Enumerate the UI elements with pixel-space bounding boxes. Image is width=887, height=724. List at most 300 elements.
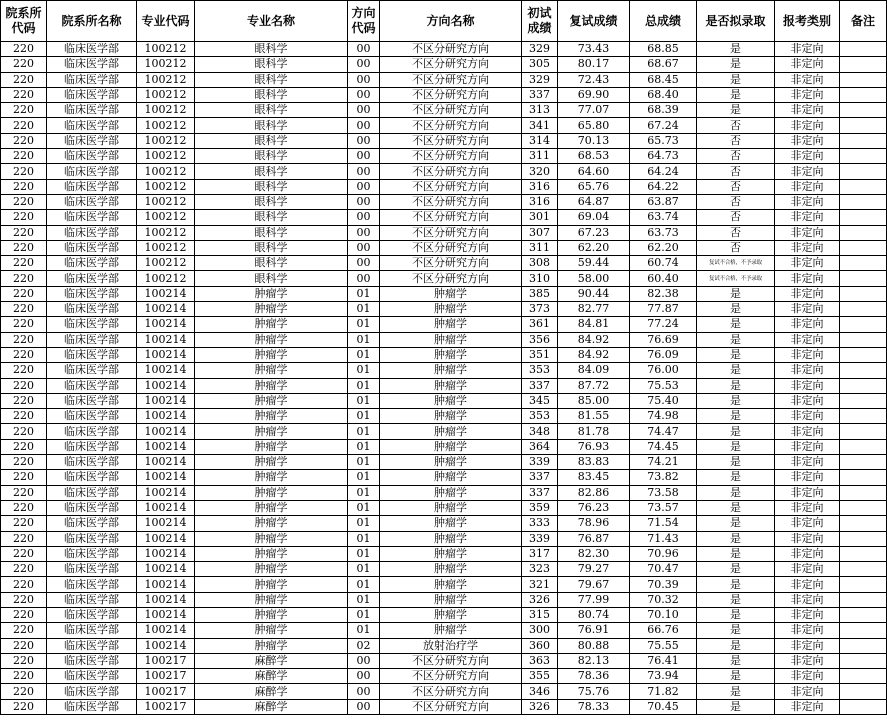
- cell-dept-name: 临床医学部: [47, 653, 137, 668]
- cell-major-code: 100214: [137, 347, 195, 362]
- cell-retest-score: 87.72: [558, 378, 630, 393]
- cell-total-score: 70.47: [630, 562, 697, 577]
- cell-major-code: 100214: [137, 424, 195, 439]
- cell-direction-code: 00: [348, 103, 380, 118]
- cell-admitted: 是: [697, 332, 775, 347]
- cell-remarks: [840, 317, 887, 332]
- cell-direction-code: 01: [348, 623, 380, 638]
- cell-dept-name: 临床医学部: [47, 179, 137, 194]
- cell-category: 非定向: [775, 57, 840, 72]
- cell-major-code: 100214: [137, 455, 195, 470]
- cell-category: 非定向: [775, 439, 840, 454]
- cell-dept-code: 220: [1, 577, 47, 592]
- cell-retest-score: 58.00: [558, 271, 630, 286]
- cell-dept-code: 220: [1, 57, 47, 72]
- table-row: [1, 424, 887, 439]
- cell-dept-name: 临床医学部: [47, 87, 137, 102]
- cell-major-name: 肿瘤学: [195, 332, 348, 347]
- cell-major-code: 100214: [137, 562, 195, 577]
- cell-total-score: 63.73: [630, 225, 697, 240]
- table-row: [1, 500, 887, 515]
- cell-dept-name: 临床医学部: [47, 103, 137, 118]
- cell-major-name: 眼科学: [195, 240, 348, 255]
- cell-category: 非定向: [775, 103, 840, 118]
- cell-category: 非定向: [775, 302, 840, 317]
- cell-remarks: [840, 684, 887, 699]
- cell-major-code: 100214: [137, 302, 195, 317]
- cell-initial-score: 329: [522, 42, 558, 57]
- cell-major-name: 眼科学: [195, 210, 348, 225]
- cell-major-code: 100214: [137, 485, 195, 500]
- cell-category: 非定向: [775, 699, 840, 714]
- cell-remarks: [840, 179, 887, 194]
- cell-total-score: 63.87: [630, 194, 697, 209]
- cell-dept-name: 临床医学部: [47, 57, 137, 72]
- cell-initial-score: 361: [522, 317, 558, 332]
- cell-direction-code: 01: [348, 546, 380, 561]
- table-row: [1, 393, 887, 408]
- cell-retest-score: 67.23: [558, 225, 630, 240]
- cell-admitted: 复试不合格，不予录取: [697, 271, 775, 286]
- cell-admitted: 是: [697, 57, 775, 72]
- table-row: [1, 57, 887, 72]
- cell-direction-code: 00: [348, 240, 380, 255]
- cell-direction-name: 肿瘤学: [380, 623, 522, 638]
- cell-dept-name: 临床医学部: [47, 439, 137, 454]
- cell-initial-score: 321: [522, 577, 558, 592]
- cell-category: 非定向: [775, 118, 840, 133]
- cell-retest-score: 78.96: [558, 516, 630, 531]
- cell-retest-score: 90.44: [558, 286, 630, 301]
- cell-direction-code: 01: [348, 347, 380, 362]
- table-row: [1, 118, 887, 133]
- cell-admitted: 是: [697, 531, 775, 546]
- cell-initial-score: 300: [522, 623, 558, 638]
- cell-direction-name: 不区分研究方向: [380, 256, 522, 271]
- cell-dept-code: 220: [1, 240, 47, 255]
- cell-major-code: 100214: [137, 638, 195, 653]
- cell-dept-code: 220: [1, 638, 47, 653]
- cell-total-score: 74.98: [630, 409, 697, 424]
- cell-major-name: 肿瘤学: [195, 363, 348, 378]
- cell-direction-code: 00: [348, 194, 380, 209]
- cell-dept-name: 临床医学部: [47, 623, 137, 638]
- cell-retest-score: 82.86: [558, 485, 630, 500]
- cell-direction-name: 不区分研究方向: [380, 149, 522, 164]
- cell-major-code: 100212: [137, 42, 195, 57]
- cell-dept-code: 220: [1, 439, 47, 454]
- cell-initial-score: 373: [522, 302, 558, 317]
- cell-major-code: 100217: [137, 653, 195, 668]
- cell-retest-score: 85.00: [558, 393, 630, 408]
- cell-retest-score: 69.90: [558, 87, 630, 102]
- table-row: [1, 455, 887, 470]
- cell-retest-score: 73.43: [558, 42, 630, 57]
- cell-dept-name: 临床医学部: [47, 500, 137, 515]
- cell-total-score: 73.57: [630, 500, 697, 515]
- table-row: [1, 72, 887, 87]
- cell-major-name: 麻醉学: [195, 699, 348, 714]
- cell-dept-code: 220: [1, 103, 47, 118]
- cell-direction-name: 不区分研究方向: [380, 72, 522, 87]
- cell-remarks: [840, 409, 887, 424]
- cell-dept-code: 220: [1, 531, 47, 546]
- cell-retest-score: 76.87: [558, 531, 630, 546]
- cell-major-name: 眼科学: [195, 72, 348, 87]
- cell-major-name: 肿瘤学: [195, 531, 348, 546]
- cell-total-score: 76.41: [630, 653, 697, 668]
- cell-initial-score: 308: [522, 256, 558, 271]
- header-direction-name: 方向名称: [380, 1, 522, 42]
- cell-dept-name: 临床医学部: [47, 317, 137, 332]
- cell-direction-name: 肿瘤学: [380, 424, 522, 439]
- cell-total-score: 62.20: [630, 240, 697, 255]
- cell-retest-score: 78.36: [558, 669, 630, 684]
- cell-major-name: 肿瘤学: [195, 592, 348, 607]
- cell-dept-code: 220: [1, 317, 47, 332]
- cell-admitted: 否: [697, 179, 775, 194]
- cell-major-code: 100214: [137, 546, 195, 561]
- cell-direction-name: 肿瘤学: [380, 607, 522, 622]
- table-row: [1, 669, 887, 684]
- cell-major-code: 100214: [137, 317, 195, 332]
- cell-retest-score: 82.30: [558, 546, 630, 561]
- cell-remarks: [840, 424, 887, 439]
- cell-category: 非定向: [775, 194, 840, 209]
- cell-major-name: 肿瘤学: [195, 393, 348, 408]
- table-row: [1, 194, 887, 209]
- cell-dept-name: 临床医学部: [47, 455, 137, 470]
- cell-major-code: 100212: [137, 103, 195, 118]
- cell-total-score: 67.24: [630, 118, 697, 133]
- cell-initial-score: 307: [522, 225, 558, 240]
- cell-major-code: 100212: [137, 179, 195, 194]
- cell-dept-name: 临床医学部: [47, 378, 137, 393]
- cell-direction-name: 不区分研究方向: [380, 653, 522, 668]
- cell-major-name: 肿瘤学: [195, 607, 348, 622]
- cell-initial-score: 329: [522, 72, 558, 87]
- cell-direction-code: 00: [348, 684, 380, 699]
- cell-remarks: [840, 133, 887, 148]
- table-row: [1, 638, 887, 653]
- cell-dept-code: 220: [1, 194, 47, 209]
- cell-major-name: 肿瘤学: [195, 470, 348, 485]
- cell-retest-score: 83.45: [558, 470, 630, 485]
- cell-direction-code: 01: [348, 577, 380, 592]
- cell-direction-code: 02: [348, 638, 380, 653]
- cell-direction-name: 肿瘤学: [380, 317, 522, 332]
- cell-category: 非定向: [775, 500, 840, 515]
- cell-major-name: 肿瘤学: [195, 500, 348, 515]
- cell-initial-score: 348: [522, 424, 558, 439]
- cell-admitted: 是: [697, 516, 775, 531]
- table-row: [1, 684, 887, 699]
- cell-remarks: [840, 164, 887, 179]
- cell-dept-name: 临床医学部: [47, 470, 137, 485]
- cell-initial-score: 356: [522, 332, 558, 347]
- cell-direction-code: 00: [348, 149, 380, 164]
- cell-major-code: 100214: [137, 516, 195, 531]
- cell-major-code: 100212: [137, 271, 195, 286]
- cell-total-score: 75.55: [630, 638, 697, 653]
- cell-direction-code: 00: [348, 225, 380, 240]
- cell-dept-name: 临床医学部: [47, 194, 137, 209]
- cell-major-name: 肿瘤学: [195, 638, 348, 653]
- cell-admitted: 是: [697, 546, 775, 561]
- cell-admitted: 是: [697, 378, 775, 393]
- cell-major-code: 100214: [137, 592, 195, 607]
- cell-dept-name: 临床医学部: [47, 531, 137, 546]
- cell-direction-name: 不区分研究方向: [380, 179, 522, 194]
- cell-remarks: [840, 347, 887, 362]
- cell-initial-score: 315: [522, 607, 558, 622]
- cell-major-code: 100212: [137, 87, 195, 102]
- cell-direction-name: 放射治疗学: [380, 638, 522, 653]
- cell-retest-score: 79.67: [558, 577, 630, 592]
- cell-direction-code: 01: [348, 562, 380, 577]
- cell-admitted: 是: [697, 684, 775, 699]
- cell-dept-code: 220: [1, 363, 47, 378]
- table-row: [1, 317, 887, 332]
- cell-initial-score: 305: [522, 57, 558, 72]
- cell-category: 非定向: [775, 684, 840, 699]
- table-row: [1, 546, 887, 561]
- cell-initial-score: 317: [522, 546, 558, 561]
- cell-retest-score: 76.93: [558, 439, 630, 454]
- cell-remarks: [840, 103, 887, 118]
- cell-direction-name: 不区分研究方向: [380, 210, 522, 225]
- cell-remarks: [840, 439, 887, 454]
- table-row: [1, 103, 887, 118]
- cell-direction-code: 01: [348, 439, 380, 454]
- cell-initial-score: 363: [522, 653, 558, 668]
- cell-direction-name: 肿瘤学: [380, 516, 522, 531]
- cell-direction-code: 01: [348, 302, 380, 317]
- cell-total-score: 74.47: [630, 424, 697, 439]
- table-row: [1, 87, 887, 102]
- cell-major-name: 眼科学: [195, 118, 348, 133]
- cell-category: 非定向: [775, 179, 840, 194]
- cell-direction-code: 01: [348, 286, 380, 301]
- cell-retest-score: 82.77: [558, 302, 630, 317]
- cell-direction-name: 不区分研究方向: [380, 103, 522, 118]
- cell-admitted: 是: [697, 42, 775, 57]
- cell-direction-name: 不区分研究方向: [380, 271, 522, 286]
- header-category: 报考类别: [775, 1, 840, 42]
- cell-dept-name: 临床医学部: [47, 546, 137, 561]
- cell-direction-name: 不区分研究方向: [380, 118, 522, 133]
- cell-total-score: 74.45: [630, 439, 697, 454]
- cell-major-code: 100212: [137, 72, 195, 87]
- cell-major-name: 肿瘤学: [195, 409, 348, 424]
- cell-admitted: 否: [697, 149, 775, 164]
- cell-retest-score: 65.76: [558, 179, 630, 194]
- cell-total-score: 70.45: [630, 699, 697, 714]
- cell-admitted: 是: [697, 317, 775, 332]
- cell-retest-score: 79.27: [558, 562, 630, 577]
- cell-major-code: 100217: [137, 684, 195, 699]
- cell-remarks: [840, 332, 887, 347]
- table-row: [1, 699, 887, 714]
- cell-initial-score: 320: [522, 164, 558, 179]
- cell-retest-score: 62.20: [558, 240, 630, 255]
- cell-initial-score: 364: [522, 439, 558, 454]
- cell-remarks: [840, 210, 887, 225]
- cell-direction-name: 肿瘤学: [380, 347, 522, 362]
- cell-category: 非定向: [775, 424, 840, 439]
- cell-category: 非定向: [775, 210, 840, 225]
- cell-initial-score: 360: [522, 638, 558, 653]
- cell-retest-score: 82.13: [558, 653, 630, 668]
- cell-category: 非定向: [775, 317, 840, 332]
- cell-initial-score: 316: [522, 179, 558, 194]
- cell-category: 非定向: [775, 149, 840, 164]
- cell-dept-code: 220: [1, 149, 47, 164]
- table-row: [1, 286, 887, 301]
- cell-category: 非定向: [775, 577, 840, 592]
- cell-total-score: 64.24: [630, 164, 697, 179]
- cell-total-score: 68.67: [630, 57, 697, 72]
- cell-direction-name: 不区分研究方向: [380, 164, 522, 179]
- cell-direction-name: 不区分研究方向: [380, 684, 522, 699]
- cell-major-code: 100212: [137, 194, 195, 209]
- cell-major-name: 眼科学: [195, 103, 348, 118]
- cell-remarks: [840, 72, 887, 87]
- cell-remarks: [840, 669, 887, 684]
- cell-remarks: [840, 577, 887, 592]
- cell-dept-name: 临床医学部: [47, 240, 137, 255]
- cell-retest-score: 83.83: [558, 455, 630, 470]
- cell-dept-code: 220: [1, 607, 47, 622]
- cell-initial-score: 337: [522, 378, 558, 393]
- cell-category: 非定向: [775, 164, 840, 179]
- cell-dept-code: 220: [1, 286, 47, 301]
- cell-major-name: 肿瘤学: [195, 439, 348, 454]
- header-dept-code: 院系所代码: [1, 1, 47, 42]
- cell-admitted: 是: [697, 669, 775, 684]
- cell-direction-code: 00: [348, 669, 380, 684]
- cell-direction-code: 00: [348, 133, 380, 148]
- cell-total-score: 60.40: [630, 271, 697, 286]
- cell-category: 非定向: [775, 72, 840, 87]
- table-row: [1, 592, 887, 607]
- cell-dept-code: 220: [1, 378, 47, 393]
- cell-admitted: 是: [697, 500, 775, 515]
- cell-retest-score: 64.60: [558, 164, 630, 179]
- cell-dept-code: 220: [1, 409, 47, 424]
- cell-remarks: [840, 240, 887, 255]
- cell-total-score: 68.45: [630, 72, 697, 87]
- cell-admitted: 是: [697, 455, 775, 470]
- cell-initial-score: 301: [522, 210, 558, 225]
- cell-dept-name: 临床医学部: [47, 149, 137, 164]
- cell-total-score: 68.40: [630, 87, 697, 102]
- cell-major-name: 眼科学: [195, 271, 348, 286]
- cell-direction-name: 不区分研究方向: [380, 87, 522, 102]
- cell-dept-name: 临床医学部: [47, 393, 137, 408]
- cell-dept-code: 220: [1, 470, 47, 485]
- table-row: [1, 363, 887, 378]
- cell-direction-name: 肿瘤学: [380, 409, 522, 424]
- cell-admitted: 否: [697, 164, 775, 179]
- cell-dept-code: 220: [1, 546, 47, 561]
- cell-category: 非定向: [775, 470, 840, 485]
- cell-admitted: 是: [697, 699, 775, 714]
- table-row: [1, 210, 887, 225]
- cell-dept-code: 220: [1, 699, 47, 714]
- cell-category: 非定向: [775, 592, 840, 607]
- cell-dept-name: 临床医学部: [47, 164, 137, 179]
- cell-total-score: 77.24: [630, 317, 697, 332]
- cell-retest-score: 75.76: [558, 684, 630, 699]
- cell-major-name: 肿瘤学: [195, 516, 348, 531]
- table-row: [1, 562, 887, 577]
- cell-retest-score: 80.74: [558, 607, 630, 622]
- cell-dept-code: 220: [1, 424, 47, 439]
- header-remarks: 备注: [840, 1, 887, 42]
- cell-dept-code: 220: [1, 332, 47, 347]
- cell-direction-name: 不区分研究方向: [380, 194, 522, 209]
- cell-category: 非定向: [775, 332, 840, 347]
- cell-category: 非定向: [775, 455, 840, 470]
- cell-initial-score: 346: [522, 684, 558, 699]
- cell-category: 非定向: [775, 363, 840, 378]
- table-row: [1, 332, 887, 347]
- table-body: [1, 42, 887, 715]
- table-row: [1, 577, 887, 592]
- cell-total-score: 74.21: [630, 455, 697, 470]
- cell-major-code: 100214: [137, 500, 195, 515]
- table-row: [1, 347, 887, 362]
- cell-major-name: 肿瘤学: [195, 562, 348, 577]
- cell-direction-name: 不区分研究方向: [380, 57, 522, 72]
- cell-dept-code: 220: [1, 562, 47, 577]
- cell-major-name: 眼科学: [195, 57, 348, 72]
- cell-dept-code: 220: [1, 87, 47, 102]
- cell-retest-score: 65.80: [558, 118, 630, 133]
- cell-dept-code: 220: [1, 684, 47, 699]
- cell-initial-score: 359: [522, 500, 558, 515]
- cell-dept-name: 临床医学部: [47, 118, 137, 133]
- table-row: [1, 439, 887, 454]
- cell-dept-code: 220: [1, 225, 47, 240]
- cell-total-score: 65.73: [630, 133, 697, 148]
- cell-dept-code: 220: [1, 393, 47, 408]
- cell-remarks: [840, 638, 887, 653]
- cell-category: 非定向: [775, 562, 840, 577]
- cell-direction-name: 肿瘤学: [380, 485, 522, 500]
- table-row: [1, 179, 887, 194]
- cell-direction-code: 01: [348, 332, 380, 347]
- cell-dept-name: 临床医学部: [47, 271, 137, 286]
- cell-major-name: 肿瘤学: [195, 623, 348, 638]
- cell-remarks: [840, 470, 887, 485]
- cell-remarks: [840, 592, 887, 607]
- cell-direction-name: 肿瘤学: [380, 546, 522, 561]
- cell-category: 非定向: [775, 485, 840, 500]
- cell-direction-name: 不区分研究方向: [380, 240, 522, 255]
- cell-total-score: 76.09: [630, 347, 697, 362]
- table-row: [1, 133, 887, 148]
- cell-total-score: 75.53: [630, 378, 697, 393]
- cell-dept-name: 临床医学部: [47, 684, 137, 699]
- cell-major-name: 眼科学: [195, 42, 348, 57]
- cell-direction-name: 肿瘤学: [380, 286, 522, 301]
- cell-admitted: 是: [697, 347, 775, 362]
- cell-remarks: [840, 286, 887, 301]
- cell-major-code: 100214: [137, 393, 195, 408]
- header-major-name: 专业名称: [195, 1, 348, 42]
